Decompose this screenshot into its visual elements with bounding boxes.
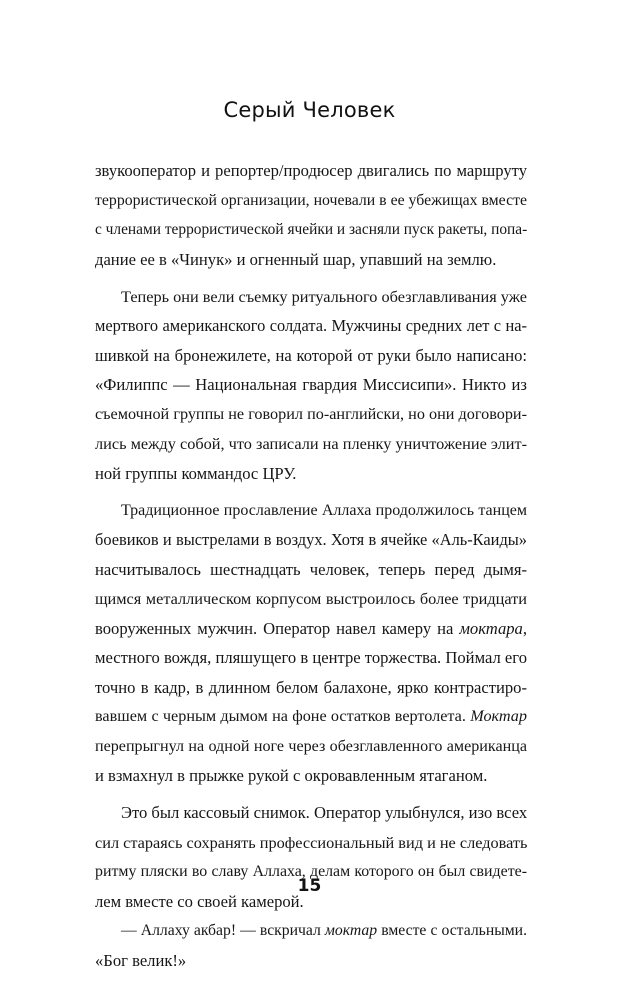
paragraph-2 bbox=[95, 282, 527, 489]
text-line: «Бог велик!» bbox=[95, 950, 187, 970]
text-line: щимся металлическом корпусом выстроилось более тридцати bbox=[95, 589, 527, 608]
text-line: вооруженных мужчин. Оператор навел камеру на моктара, bbox=[95, 618, 527, 638]
page-body bbox=[95, 156, 527, 975]
text-line: съемочной группы не говорил по-английски, но они договори- bbox=[95, 404, 527, 423]
running-title: Серый Человек bbox=[223, 98, 396, 122]
page-number: 15 bbox=[297, 876, 322, 896]
paragraph-3 bbox=[95, 496, 527, 791]
paragraph-5 bbox=[95, 916, 527, 975]
text-line: дание ее в «Чинук» и огненный шар, упавший на землю. bbox=[95, 249, 497, 269]
text-line: террористической организации, ночевали в ее убежищах вместе bbox=[95, 191, 527, 209]
text-line: лем вместе со своей камерой. bbox=[95, 891, 304, 911]
text-line: боевиков и выстрелами в воздух. Хотя в ячейке «Аль-Каиды» bbox=[95, 530, 527, 549]
paragraph-1 bbox=[95, 156, 527, 274]
text-line: шивкой на бронежилете, на которой от руки было написано: bbox=[95, 345, 527, 365]
text-line: с членами террористической ячейки и засняли пуск ракеты, попа- bbox=[95, 221, 528, 238]
text-line: ритму пляски во славу Аллаха, делам которого он был свидете- bbox=[95, 863, 527, 880]
text-line: лись между собой, что записали на пленку уничтожение элит- bbox=[95, 434, 527, 453]
text-line: Традиционное прославление Аллаха продолжилось танцем bbox=[121, 501, 527, 519]
text-line: перепрыгнул на одной ноге через обезглавленного американца bbox=[95, 737, 527, 755]
italic-word: моктар bbox=[324, 922, 378, 939]
text-line: — Аллаху акбар! — вскричал моктар вместе с остальными. bbox=[121, 922, 527, 939]
text-line: насчитывалось шестнадцать человек, теперь перед дымя- bbox=[95, 559, 527, 579]
text-line: местного вождя, пляшущего в центре торжества. Поймал его bbox=[95, 648, 527, 667]
text-line: сил стараясь сохранять профессиональный вид и не следовать bbox=[95, 832, 528, 852]
italic-word: Моктар bbox=[470, 707, 527, 725]
text-line: Это был кассовый снимок. Оператор улыбнулся, изо всех bbox=[121, 803, 528, 822]
text-line: звукооператор и репортер/продюсер двигались по маршруту bbox=[95, 161, 527, 180]
text-line: и взмахнул в прыжке рукой с окровавленным ятаганом. bbox=[95, 766, 488, 785]
text-line: мертвого американского солдата. Мужчины средних лет с на- bbox=[95, 316, 527, 335]
text-line: ной группы коммандос ЦРУ. bbox=[95, 463, 297, 483]
paragraph-4 bbox=[95, 798, 527, 916]
text-line: Теперь они вели съемку ритуального обезглавливания уже bbox=[121, 286, 527, 306]
italic-word: моктара bbox=[459, 618, 523, 638]
text-line: точно в кадр, в длинном белом балахоне, ярко контрастиро- bbox=[95, 677, 527, 697]
text-line: «Филиппс — Национальная гвардия Миссисипи». Никто из bbox=[95, 375, 527, 394]
text-line: вавшем с черным дымом на фоне остатков вертолета. Моктар bbox=[95, 707, 527, 725]
